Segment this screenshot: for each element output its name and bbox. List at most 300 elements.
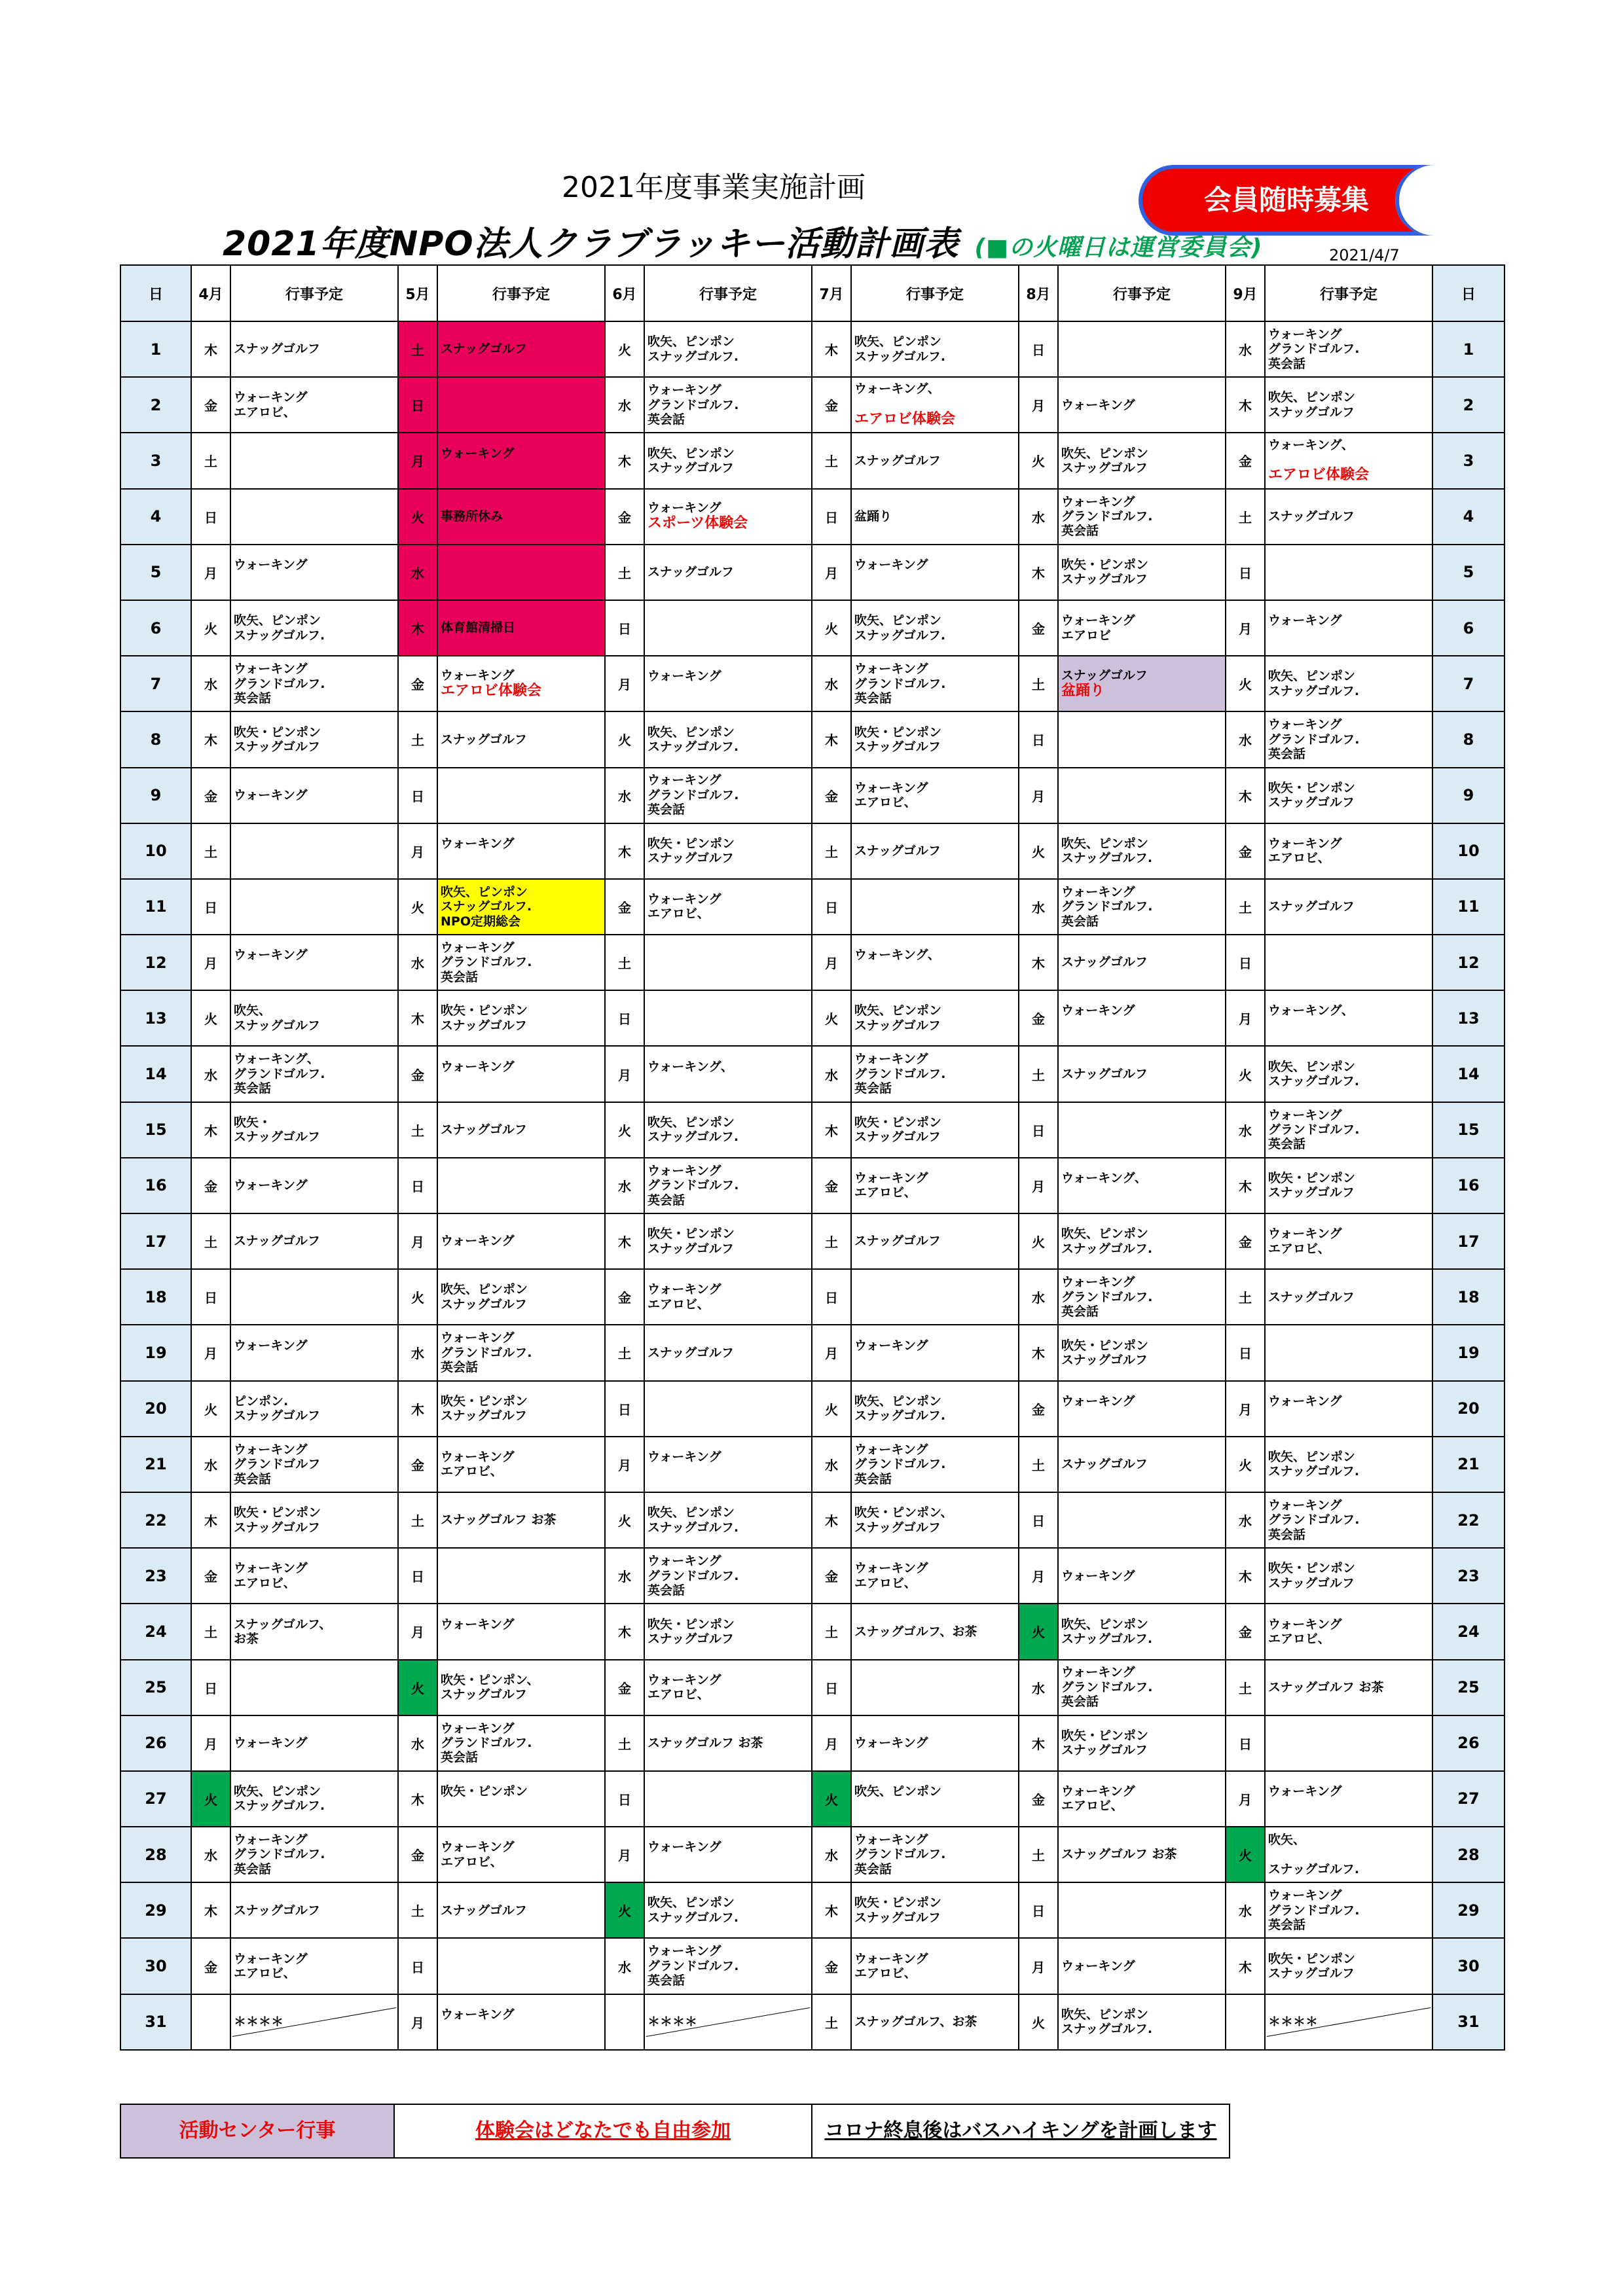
day-number: 21 [1432, 1437, 1504, 1492]
day-number: 17 [120, 1213, 191, 1269]
weekday-cell: 水 [605, 1938, 644, 1994]
event-cell: 吹矢・ピンポン スナッグゴルフ [1058, 1715, 1226, 1771]
event-cell [851, 1660, 1019, 1715]
weekday-cell: 木 [1226, 1938, 1265, 1994]
table-row [120, 990, 1504, 1046]
event-cell: 吹矢・ピンポン スナッグゴルフ [1265, 1158, 1432, 1213]
event-cell: ウォーキング [644, 1437, 812, 1492]
event-cell [230, 823, 398, 879]
weekday-cell: 水 [1226, 711, 1265, 767]
weekday-cell: 土 [191, 823, 230, 879]
weekday-cell: 日 [1226, 545, 1265, 600]
event-cell: 吹矢、ピンポン スナッグゴルフ. [1265, 656, 1432, 711]
weekday-cell: 土 [191, 1213, 230, 1269]
weekday-cell: 木 [191, 1492, 230, 1548]
day-number: 31 [120, 1994, 191, 2050]
weekday-cell: 日 [191, 1269, 230, 1325]
weekday-cell: 月 [191, 1325, 230, 1380]
weekday-cell: 火 [1226, 656, 1265, 711]
day-number: 16 [120, 1158, 191, 1213]
event-cell: スナッグゴルフ [1265, 879, 1432, 935]
weekday-cell: 水 [605, 377, 644, 433]
event-cell: 吹矢・ピンポン、 スナッグゴルフ [437, 1660, 605, 1715]
header-cell: 行事予定 [437, 265, 605, 321]
event-cell: スナッグゴルフ [644, 1325, 812, 1380]
event-cell: ウォーキング [230, 1715, 398, 1771]
day-number: 7 [120, 656, 191, 711]
weekday-cell: 金 [1226, 1213, 1265, 1269]
weekday-cell: 木 [398, 1771, 437, 1827]
event-cell: 吹矢・ピンポン スナッグゴルフ [644, 823, 812, 879]
event-cell [1265, 433, 1432, 488]
day-number: 15 [1432, 1102, 1504, 1158]
event-cell: ウォーキング グランドゴルフ. 英会話 [437, 1325, 605, 1380]
event-cell: ウォーキング [851, 1325, 1019, 1380]
weekday-cell: 土 [398, 1492, 437, 1548]
weekday-cell: 金 [605, 489, 644, 545]
weekday-cell: 火 [812, 1771, 851, 1827]
weekday-cell: 火 [398, 489, 437, 545]
table-row [120, 711, 1504, 767]
weekday-cell: 土 [1226, 879, 1265, 935]
event-cell: スナッグゴルフ [437, 321, 605, 377]
weekday-cell: 土 [1019, 1827, 1058, 1882]
day-number: 30 [1432, 1938, 1504, 1994]
event-cell: ウォーキング [437, 1994, 605, 2050]
table-row [120, 377, 1504, 433]
event-cell: ウォーキング グランドゴルフ. 英会話 [1265, 321, 1432, 377]
day-number: 29 [1432, 1882, 1504, 1938]
day-number: 20 [120, 1381, 191, 1437]
weekday-cell: 金 [191, 1548, 230, 1604]
weekday-cell [1226, 1994, 1265, 2050]
event-cell: スナッグゴルフ、お茶 [851, 1994, 1019, 2050]
event-highlight: スポーツ体験会 [647, 515, 748, 532]
weekday-cell: 日 [605, 1771, 644, 1827]
weekday-cell: 火 [605, 321, 644, 377]
table-body [120, 321, 1504, 2050]
event-text: ウォーキング [647, 500, 721, 515]
table-row [120, 656, 1504, 711]
event-cell [437, 545, 605, 600]
event-cell: ウォーキング [1058, 1381, 1226, 1437]
weekday-cell: 月 [191, 935, 230, 990]
event-cell: ウォーキング [1058, 1548, 1226, 1604]
weekday-cell: 金 [191, 1938, 230, 1994]
event-cell [437, 1548, 605, 1604]
weekday-cell: 土 [605, 935, 644, 990]
weekday-cell: 月 [1019, 1938, 1058, 1994]
event-cell [1058, 1492, 1226, 1548]
table-row [120, 1492, 1504, 1548]
event-cell: 吹矢、ピンポン スナッグゴルフ. [644, 1102, 812, 1158]
day-number: 13 [1432, 990, 1504, 1046]
weekday-cell: 日 [1019, 1492, 1058, 1548]
day-number: 25 [120, 1660, 191, 1715]
weekday-cell: 日 [191, 879, 230, 935]
day-number: 28 [1432, 1827, 1504, 1882]
weekday-cell: 日 [1019, 711, 1058, 767]
event-cell: スナッグゴルフ お茶 [1058, 1827, 1226, 1882]
event-cell [851, 1269, 1019, 1325]
day-number: 24 [120, 1604, 191, 1659]
day-number: 3 [120, 433, 191, 488]
weekday-cell: 月 [1019, 768, 1058, 823]
event-cell: ウォーキング、 [1058, 1158, 1226, 1213]
weekday-cell: 水 [398, 1325, 437, 1380]
weekday-cell: 日 [812, 879, 851, 935]
event-cell: ウォーキング エアロビ、 [851, 1158, 1019, 1213]
event-cell: 吹矢、ピンポン スナッグゴルフ. [1058, 1604, 1226, 1659]
weekday-cell: 月 [605, 1437, 644, 1492]
event-cell: ＊＊＊＊ [1265, 1994, 1432, 2050]
day-number: 29 [120, 1882, 191, 1938]
day-number: 22 [120, 1492, 191, 1548]
day-number: 20 [1432, 1381, 1504, 1437]
event-cell: 吹矢・ピンポン、 スナッグゴルフ [851, 1492, 1019, 1548]
day-number: 1 [1432, 321, 1504, 377]
event-cell: 吹矢、ピンポン スナッグゴルフ. [644, 1492, 812, 1548]
weekday-cell: 火 [605, 1492, 644, 1548]
event-cell: スナッグゴルフ [1265, 1269, 1432, 1325]
weekday-cell: 木 [398, 990, 437, 1046]
table-row [120, 433, 1504, 488]
event-cell: 体育館清掃日 [437, 600, 605, 656]
event-cell: スナッグゴルフ [851, 823, 1019, 879]
event-cell: ウォーキング [437, 1604, 605, 1659]
weekday-cell: 木 [605, 1604, 644, 1659]
day-number: 11 [120, 879, 191, 935]
weekday-cell: 土 [812, 433, 851, 488]
event-cell: 吹矢、 スナッグゴルフ. [1265, 1827, 1432, 1882]
table-row [120, 1938, 1504, 1994]
weekday-cell: 土 [191, 433, 230, 488]
event-cell: ウォーキング グランドゴルフ. 英会話 [851, 1046, 1019, 1102]
event-cell: スナッグゴルフ [851, 1213, 1019, 1269]
event-cell [1265, 545, 1432, 600]
event-cell: ウォーキング [851, 1715, 1019, 1771]
event-cell [644, 1771, 812, 1827]
event-cell: ウォーキング エアロビ、 [437, 1827, 605, 1882]
table-row [120, 1660, 1504, 1715]
day-number: 4 [120, 489, 191, 545]
weekday-cell: 日 [1226, 1715, 1265, 1771]
issue-date: 2021/4/7 [1329, 246, 1400, 264]
weekday-cell: 火 [812, 1381, 851, 1437]
plan-title [223, 216, 1262, 265]
event-cell: 吹矢、ピンポン スナッグゴルフ. [1058, 1994, 1226, 2050]
event-highlight: エアロビ体験会 [854, 411, 956, 428]
weekday-cell: 月 [191, 1715, 230, 1771]
weekday-cell: 土 [812, 1604, 851, 1659]
weekday-cell: 水 [1226, 321, 1265, 377]
weekday-cell: 月 [398, 823, 437, 879]
day-number: 8 [1432, 711, 1504, 767]
event-cell [851, 377, 1019, 433]
event-cell: ウォーキング グランドゴルフ. 英会話 [1265, 1492, 1432, 1548]
weekday-cell: 火 [1226, 1046, 1265, 1102]
weekday-cell: 火 [605, 1882, 644, 1938]
weekday-cell: 土 [1019, 1437, 1058, 1492]
weekday-cell: 土 [812, 1213, 851, 1269]
event-cell: ウォーキング エアロビ、 [1265, 1213, 1432, 1269]
weekday-cell: 火 [605, 1102, 644, 1158]
table-row [120, 1771, 1504, 1827]
weekday-cell [191, 1994, 230, 2050]
event-cell: 吹矢、ピンポン スナッグゴルフ [644, 433, 812, 488]
weekday-cell: 木 [1019, 935, 1058, 990]
event-cell: 吹矢、ピンポン スナッグゴルフ [1058, 433, 1226, 488]
weekday-cell: 火 [1226, 1437, 1265, 1492]
weekday-cell: 金 [812, 1158, 851, 1213]
event-cell: 吹矢、ピンポン スナッグゴルフ. [230, 1771, 398, 1827]
header-cell: 7月 [812, 265, 851, 321]
weekday-cell: 木 [812, 1102, 851, 1158]
weekday-cell: 土 [398, 321, 437, 377]
table-row [120, 1269, 1504, 1325]
weekday-cell: 月 [605, 1827, 644, 1882]
weekday-cell: 土 [1019, 656, 1058, 711]
event-cell: 吹矢、ピンポン スナッグゴルフ [1265, 377, 1432, 433]
table-row [120, 321, 1504, 377]
event-cell [1058, 768, 1226, 823]
event-highlight: エアロビ体験会 [1268, 467, 1370, 484]
weekday-cell: 火 [191, 1381, 230, 1437]
table-row [120, 823, 1504, 879]
event-cell: 吹矢、ピンポン スナッグゴルフ. [851, 1381, 1019, 1437]
event-cell: スナッグゴルフ お茶 [437, 1492, 605, 1548]
day-number: 30 [120, 1938, 191, 1994]
day-number: 1 [120, 321, 191, 377]
event-text: ウォーキング、 [854, 382, 940, 397]
day-number: 8 [120, 711, 191, 767]
event-cell [1058, 1102, 1226, 1158]
weekday-cell: 木 [398, 600, 437, 656]
weekday-cell: 金 [1019, 990, 1058, 1046]
event-cell: ウォーキング エアロビ、 [1265, 823, 1432, 879]
event-cell: ウォーキング グランドゴルフ. 英会話 [644, 377, 812, 433]
event-cell [437, 377, 605, 433]
event-cell: スナッグゴルフ、お茶 [851, 1604, 1019, 1659]
weekday-cell: 日 [605, 1381, 644, 1437]
footer-bus-hiking-note: コロナ終息後はバスハイキングを計画します [811, 2104, 1230, 2159]
weekday-cell: 土 [1226, 489, 1265, 545]
event-cell: スナッグゴルフ [644, 545, 812, 600]
header-cell: 行事予定 [644, 265, 812, 321]
weekday-cell: 日 [398, 1938, 437, 1994]
day-number: 26 [120, 1715, 191, 1771]
event-cell: ウォーキング グランドゴルフ. 英会話 [851, 656, 1019, 711]
footer-center-events: 活動センター行事 [120, 2104, 395, 2159]
weekday-cell: 火 [191, 990, 230, 1046]
weekday-cell: 水 [191, 1827, 230, 1882]
weekday-cell: 金 [1019, 1381, 1058, 1437]
weekday-cell: 木 [191, 711, 230, 767]
weekday-cell: 金 [1019, 600, 1058, 656]
event-cell: 吹矢、ピンポン スナッグゴルフ. [851, 321, 1019, 377]
event-cell: ウォーキング エアロビ、 [230, 1548, 398, 1604]
weekday-cell: 月 [812, 1715, 851, 1771]
weekday-cell: 日 [812, 1269, 851, 1325]
day-number: 13 [120, 990, 191, 1046]
header-cell: 行事予定 [1265, 265, 1432, 321]
event-cell [644, 600, 812, 656]
table-row [120, 1548, 1504, 1604]
weekday-cell: 木 [605, 823, 644, 879]
event-cell: ウォーキング グランドゴルフ. 英会話 [851, 1437, 1019, 1492]
table-row [120, 489, 1504, 545]
day-number: 14 [120, 1046, 191, 1102]
day-number: 18 [120, 1269, 191, 1325]
event-cell: 吹矢、ピンポン スナッグゴルフ. [1265, 1046, 1432, 1102]
event-cell: ウォーキング [230, 935, 398, 990]
recruit-badge-text: 会員随時募集 [1203, 184, 1369, 216]
weekday-cell: 木 [812, 1882, 851, 1938]
event-cell: スナッグゴルフ [1058, 1437, 1226, 1492]
event-cell [1058, 321, 1226, 377]
event-cell: 吹矢・ スナッグゴルフ [230, 1102, 398, 1158]
weekday-cell: 金 [1226, 433, 1265, 488]
event-cell [1058, 711, 1226, 767]
event-cell: ウォーキング [1058, 990, 1226, 1046]
event-cell: 吹矢、ピンポン スナッグゴルフ [851, 990, 1019, 1046]
table-row [120, 1325, 1504, 1380]
event-cell: ウォーキング グランドゴルフ. 英会話 [437, 1715, 605, 1771]
event-cell: ウォーキング [230, 1325, 398, 1380]
day-number: 9 [120, 768, 191, 823]
event-cell: 吹矢・ピンポン スナッグゴルフ [230, 711, 398, 767]
event-cell: 吹矢・ピンポン スナッグゴルフ [851, 1882, 1019, 1938]
weekday-cell: 木 [191, 1102, 230, 1158]
event-cell: 吹矢、ピンポン [851, 1771, 1019, 1827]
weekday-cell: 金 [191, 377, 230, 433]
event-cell: ウォーキング エアロビ、 [851, 768, 1019, 823]
weekday-cell: 木 [605, 1213, 644, 1269]
day-number: 18 [1432, 1269, 1504, 1325]
event-cell: ウォーキング [437, 433, 605, 488]
weekday-cell: 月 [1019, 1548, 1058, 1604]
event-cell [230, 1269, 398, 1325]
weekday-cell: 金 [812, 1548, 851, 1604]
event-cell [1265, 935, 1432, 990]
day-number: 3 [1432, 433, 1504, 488]
event-cell: ウォーキング エアロビ、 [644, 1660, 812, 1715]
day-number: 11 [1432, 879, 1504, 935]
event-highlight: エアロビ体験会 [441, 682, 542, 699]
table-row [120, 1994, 1504, 2050]
weekday-cell: 火 [1019, 1213, 1058, 1269]
day-number: 26 [1432, 1715, 1504, 1771]
weekday-cell: 水 [1226, 1102, 1265, 1158]
day-number: 5 [1432, 545, 1504, 600]
weekday-cell: 水 [605, 1158, 644, 1213]
weekday-cell: 水 [605, 768, 644, 823]
event-cell: 盆踊り [851, 489, 1019, 545]
event-cell: 吹矢、ピンポン スナッグゴルフ. [1058, 823, 1226, 879]
weekday-cell: 水 [812, 1437, 851, 1492]
header-cell: 日 [1432, 265, 1504, 321]
weekday-cell: 火 [1019, 823, 1058, 879]
table-row [120, 1437, 1504, 1492]
event-cell: ウォーキング [644, 1827, 812, 1882]
event-cell [1058, 656, 1226, 711]
weekday-cell: 月 [605, 656, 644, 711]
weekday-cell: 火 [1019, 1994, 1058, 2050]
weekday-cell: 月 [398, 1604, 437, 1659]
weekday-cell: 土 [398, 711, 437, 767]
event-cell [644, 935, 812, 990]
event-cell: ウォーキング エアロビ、 [851, 1548, 1019, 1604]
weekday-cell: 火 [812, 600, 851, 656]
weekday-cell: 金 [812, 377, 851, 433]
weekday-cell [605, 1994, 644, 2050]
day-number: 10 [1432, 823, 1504, 879]
weekday-cell: 土 [605, 545, 644, 600]
day-number: 15 [120, 1102, 191, 1158]
event-cell: ウォーキング グランドゴルフ. 英会話 [1265, 1882, 1432, 1938]
event-cell: ウォーキング グランドゴルフ. 英会話 [230, 656, 398, 711]
event-cell: 吹矢・ピンポン スナッグゴルフ [851, 711, 1019, 767]
day-number: 24 [1432, 1604, 1504, 1659]
event-cell: 事務所休み [437, 489, 605, 545]
day-number: 6 [1432, 600, 1504, 656]
weekday-cell: 日 [605, 990, 644, 1046]
event-cell: スナッグゴルフ [230, 321, 398, 377]
event-cell: ウォーキング [1265, 600, 1432, 656]
header-cell: 5月 [398, 265, 437, 321]
weekday-cell: 月 [605, 1046, 644, 1102]
footer-trial-note: 体験会はどなたでも自由参加 [393, 2104, 812, 2159]
event-cell: ウォーキング グランドゴルフ. 英会話 [851, 1827, 1019, 1882]
weekday-cell: 水 [398, 545, 437, 600]
day-number: 2 [1432, 377, 1504, 433]
table-row [120, 1827, 1504, 1882]
event-cell: ウォーキング グランドゴルフ. 英会話 [1058, 489, 1226, 545]
weekday-cell: 日 [398, 377, 437, 433]
event-cell [437, 1938, 605, 1994]
weekday-cell: 木 [1019, 545, 1058, 600]
event-cell: ウォーキング [1058, 377, 1226, 433]
event-cell: 吹矢・ピンポン スナッグゴルフ [230, 1492, 398, 1548]
weekday-cell: 火 [605, 711, 644, 767]
event-cell: ウォーキング グランドゴルフ. 英会話 [644, 1158, 812, 1213]
table-row [120, 1604, 1504, 1659]
weekday-cell: 金 [398, 656, 437, 711]
event-cell: ウォーキング [1265, 1381, 1432, 1437]
weekday-cell: 木 [1226, 1548, 1265, 1604]
table-header-row [120, 265, 1504, 321]
weekday-cell: 土 [398, 1102, 437, 1158]
weekday-cell: 木 [1019, 1325, 1058, 1380]
day-number: 27 [1432, 1771, 1504, 1827]
weekday-cell: 火 [1226, 1827, 1265, 1882]
weekday-cell: 火 [191, 1771, 230, 1827]
weekday-cell: 火 [398, 879, 437, 935]
weekday-cell: 月 [398, 1213, 437, 1269]
event-cell [644, 990, 812, 1046]
weekday-cell: 水 [191, 1437, 230, 1492]
event-cell: 吹矢・ピンポン スナッグゴルフ [1058, 1325, 1226, 1380]
weekday-cell: 日 [191, 489, 230, 545]
day-number: 12 [120, 935, 191, 990]
event-cell: ウォーキング [437, 1046, 605, 1102]
event-cell: 吹矢、ピンポン スナッグゴルフ. [1265, 1437, 1432, 1492]
weekday-cell: 月 [812, 545, 851, 600]
header-cell: 4月 [191, 265, 230, 321]
day-number: 23 [120, 1548, 191, 1604]
day-number: 5 [120, 545, 191, 600]
event-cell [1265, 1325, 1432, 1380]
